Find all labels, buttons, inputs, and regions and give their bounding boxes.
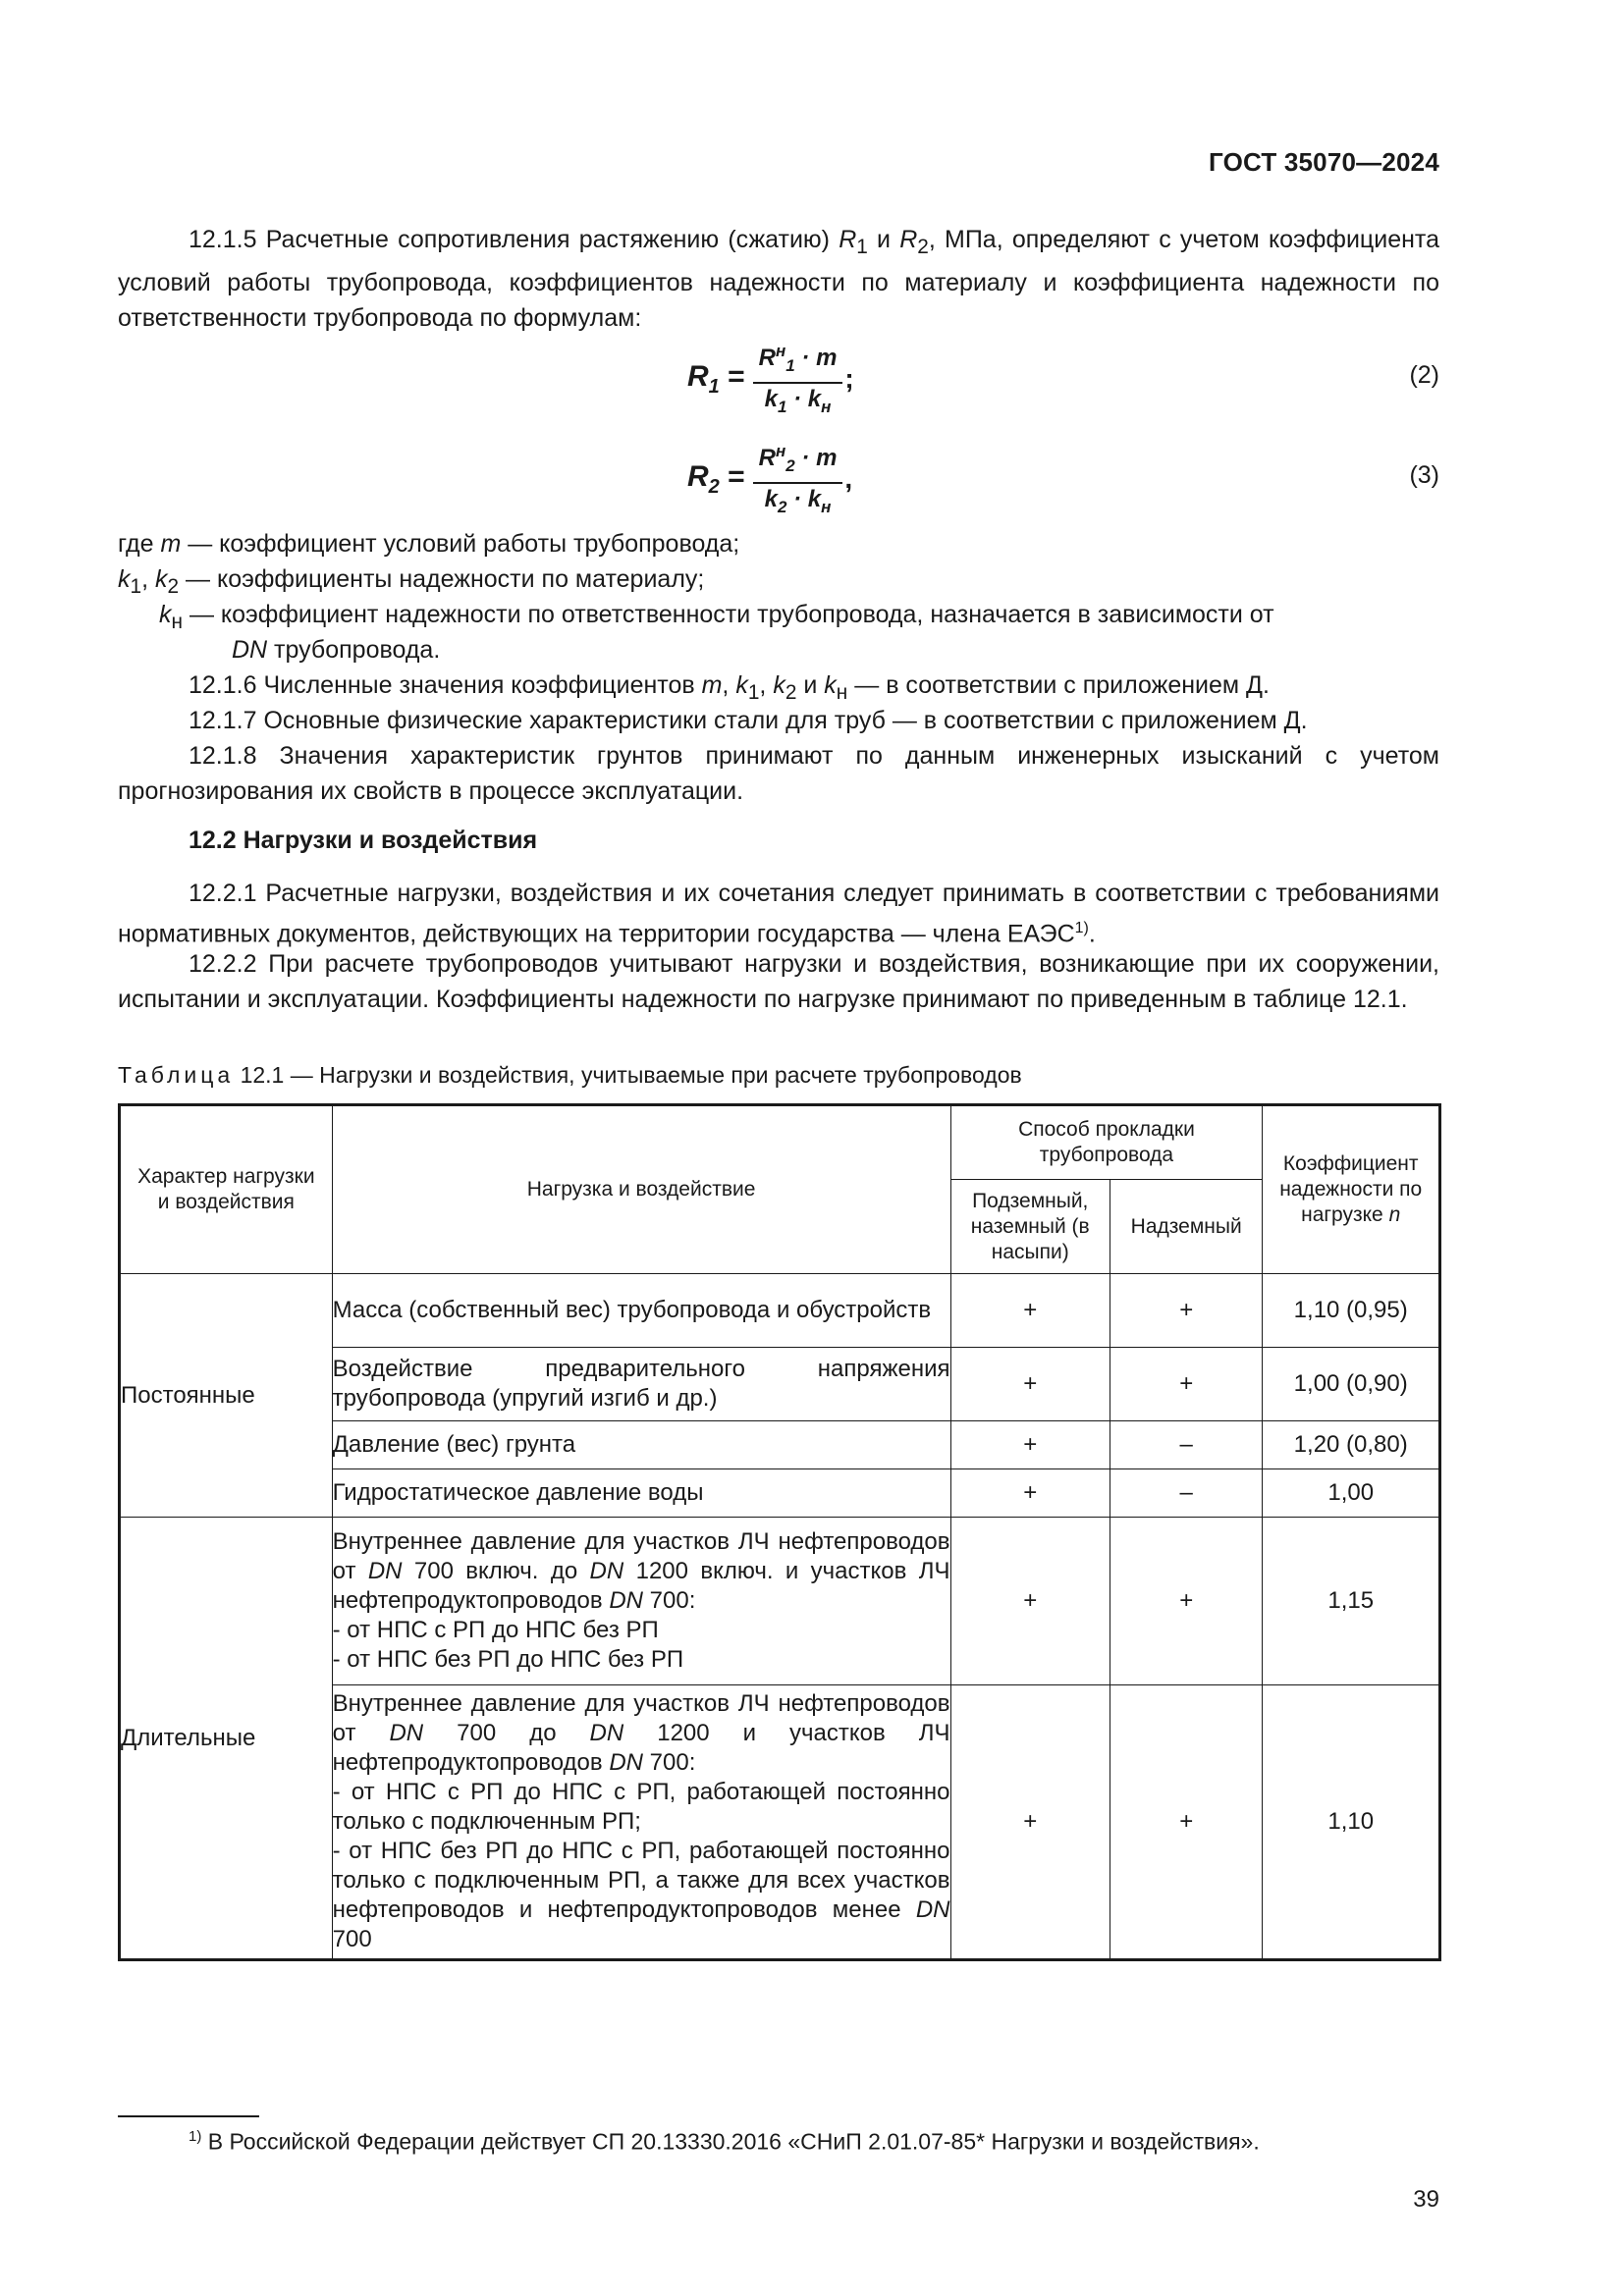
section-heading-12-2: 12.2 Нагрузки и воздействия <box>189 827 538 854</box>
header-underground: Подземный, наземный (в насыпи) <box>950 1180 1110 1274</box>
fraction: $\frac{R^н_1 \cdot m}{k_1 \cdot k_н}$ <box>753 338 843 421</box>
group-label-permanent: Постоянные <box>120 1274 333 1518</box>
table-row <box>120 1518 1440 1685</box>
table-row <box>120 1274 1440 1348</box>
loads-table <box>118 1103 1441 1961</box>
where-m: где m — коэффициент условий работы трубопровода; <box>118 530 740 558</box>
where-k1-k2: $k_1$, $k_2$ — коэффициенты надежности по материалу; <box>118 565 705 598</box>
underground-mark: + <box>950 1421 1110 1469</box>
aboveground-mark: + <box>1110 1518 1262 1685</box>
paragraph-12-1-8: 12.1.8 Значения характеристик грунтов принимают по данным инженерных изысканий с учетом прогнозирования их свойств в процессе эксплуатации. <box>118 742 1439 805</box>
fraction: $\frac{R^н_2 \cdot m}{k_2 \cdot k_н}$ <box>753 438 843 521</box>
coefficient-cell: 1,20 (0,80) <box>1263 1421 1440 1469</box>
footnote-divider <box>118 2115 259 2117</box>
coefficient-cell: 1,10 <box>1263 1685 1440 1960</box>
header-character: Характер нагрузки и воздействия <box>120 1105 333 1274</box>
list-item: - от НПС с РП до НПС без РП <box>332 1617 659 1643</box>
formula-2: $R_1$ = $\frac{R^н_1 \cdot m}{k_1 \cdot k_н}$ ; <box>687 338 854 421</box>
paragraph-12-2-1: 12.2.1 Расчетные нагрузки, воздействия и их сочетания следует принимать в соответствии с требованиями нормативных документов, действующих на территории государства — члена ЕАЭС$^{1)}$. <box>118 880 1439 948</box>
list-item: - от НПС без РП до НПС с РП, работающей постоянно только с подключенным РП, а также для всех участков нефтепроводов и нефтепродуктопроводов менее DN 700 <box>332 1838 950 1952</box>
formula-3: $R_2$ = $\frac{R^н_2 \cdot m}{k_2 \cdot k_н}$ , <box>687 438 852 521</box>
underground-mark: + <box>950 1518 1110 1685</box>
paragraph-12-1-7: 12.1.7 Основные физические характеристики стали для труб — в соответствии с приложением Д. <box>189 707 1308 734</box>
paragraph-12-1-6: 12.1.6 Численные значения коэффициентов m, $k_1$, $k_2$ и $k_н$ — в соответствии с приложением Д. <box>189 671 1270 704</box>
paragraph-12-2-2: 12.2.2 При расчете трубопроводов учитывают нагрузки и воздействия, возникающие при их сооружении, испытании и эксплуатации. Коэффициенты надежности по нагрузке принимают по приведенным в таблице 12.1. <box>118 950 1439 1013</box>
standard-header: ГОСТ 35070—2024 <box>1209 147 1439 177</box>
header-method: Способ прокладки трубопровода <box>950 1105 1263 1180</box>
header-load: Нагрузка и воздействие <box>332 1105 950 1274</box>
list-item: - от НПС с РП до НПС с РП, работающей постоянно только с подключенным РП; <box>332 1779 950 1835</box>
header-aboveground: Надземный <box>1110 1180 1262 1274</box>
underground-mark: + <box>950 1685 1110 1960</box>
header-coefficient: Коэффициент надежности по нагрузке n <box>1263 1105 1440 1274</box>
load-cell: Масса (собственный вес) трубопровода и обустройств <box>332 1274 950 1348</box>
table-caption: Таблица 12.1 — Нагрузки и воздействия, учитываемые при расчете трубопроводов <box>118 1062 1022 1088</box>
underground-mark: + <box>950 1469 1110 1518</box>
aboveground-mark: – <box>1110 1421 1262 1469</box>
load-cell: Внутреннее давление для участков ЛЧ нефтепроводов от DN 700 до DN 1200 и участков ЛЧ нефтепродуктопроводов DN 700: - от НПС с РП до НПС с РП, работающей постоянно только с подключенным РП; - от НПС без РП до НПС с РП, работающей постоянно только с подключенным РП, а также для всех участков нефтепроводов и нефтепродуктопроводов менее DN 700 <box>332 1685 950 1960</box>
aboveground-mark: + <box>1110 1348 1262 1421</box>
coefficient-cell: 1,10 (0,95) <box>1263 1274 1440 1348</box>
load-cell: Гидростатическое давление воды <box>332 1469 950 1518</box>
equation-number-3: (3) <box>1409 461 1439 489</box>
equation-number-2: (2) <box>1409 361 1439 389</box>
paragraph-12-1-5: 12.1.5 Расчетные сопротивления растяжению (сжатию) $R_1$ и $R_2$, МПа, определяют с учетом коэффициента условий работы трубопровода, коэффициентов надежности по материалу и коэффициента надежности по ответственности трубопровода по формулам: <box>118 226 1439 332</box>
coefficient-cell: 1,15 <box>1263 1518 1440 1685</box>
load-cell: Воздействие предварительного напряжения трубопровода (упругий изгиб и др.) <box>332 1348 950 1421</box>
coefficient-cell: 1,00 (0,90) <box>1263 1348 1440 1421</box>
load-cell: Давление (вес) грунта <box>332 1421 950 1469</box>
underground-mark: + <box>950 1274 1110 1348</box>
aboveground-mark: – <box>1110 1469 1262 1518</box>
table-header-row <box>120 1105 1440 1180</box>
page-number: 39 <box>1413 2186 1439 2213</box>
list-item: - от НПС без РП до НПС без РП <box>332 1646 684 1673</box>
aboveground-mark: + <box>1110 1274 1262 1348</box>
aboveground-mark: + <box>1110 1685 1262 1960</box>
underground-mark: + <box>950 1348 1110 1421</box>
coefficient-cell: 1,00 <box>1263 1469 1440 1518</box>
footnote: $^{1)}$ В Российской Федерации действует СП 20.13330.2016 «СНиП 2.01.07-85* Нагрузки и воздействия». <box>189 2128 1260 2155</box>
load-cell: Внутреннее давление для участков ЛЧ нефтепроводов от DN 700 включ. до DN 1200 включ. и участков ЛЧ нефтепродуктопроводов DN 700: - от НПС с РП до НПС без РП - от НПС без РП до НПС без РП <box>332 1518 950 1685</box>
group-label-long-term: Длительные <box>120 1518 333 1960</box>
where-kn-continuation: DN трубопровода. <box>232 636 441 664</box>
where-kn: $k_н$ — коэффициент надежности по ответственности трубопровода, назначается в зависимости от <box>159 601 1274 633</box>
